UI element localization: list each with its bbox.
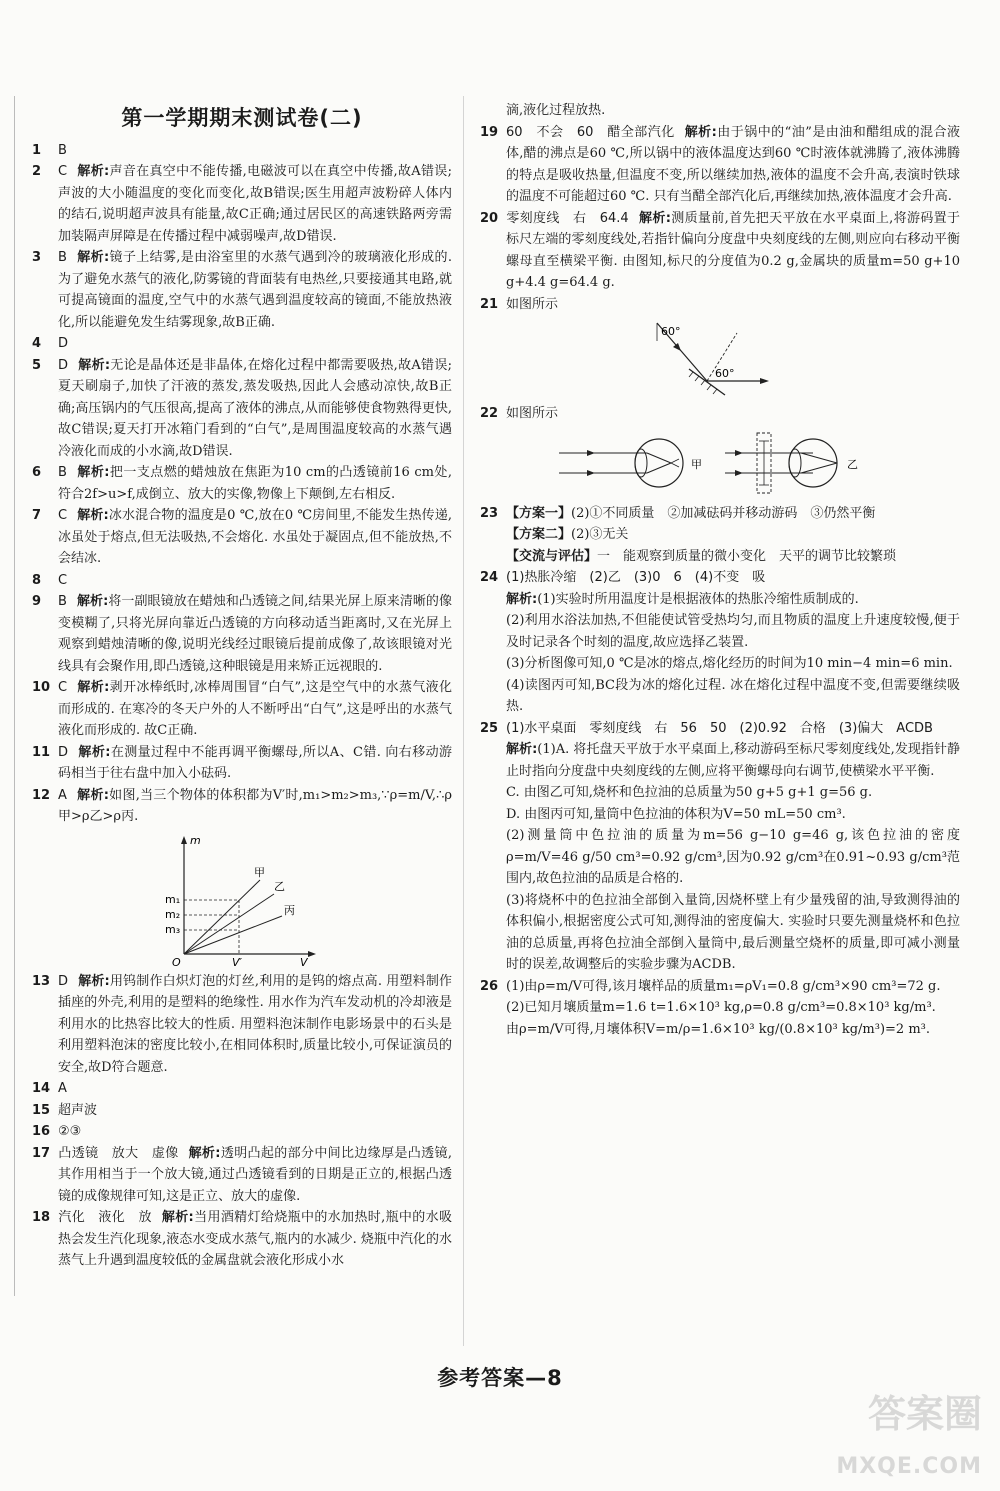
question-25-line4: (2)测量筒中色拉油的质量为m=56 g−10 g=46 g,该色拉油的密度ρ=m/V=46 g/50 cm³=0.92 g/cm³,因为0.92 g/cm³在0.91~0.93 g/cm³范围内,故色拉油的品质是合格的. bbox=[506, 828, 960, 886]
question-20: 20 零刻度线 右 64.4 解析:测质量前,首先把天平放在水平桌面上,将游码置于标尺左端的零刻度线处,若指针偏向分度盘中央刻度线的左侧,则应向右移动平衡螺母直至横梁平衡. 由图知,标尺的分度值为0.2 g,金属块的质量m=50 g+10 g+4.4 g=64.4 g. bbox=[480, 210, 961, 290]
question-22: 22 如图所示 bbox=[480, 406, 559, 421]
question-24-line4: (4)读图丙可知,BC段为冰的熔化过程. 冰在熔化过程中温度不变,但需要继续吸热. bbox=[506, 677, 960, 714]
question-14: 14 A bbox=[32, 1081, 67, 1096]
watermark bbox=[802, 1383, 982, 1483]
question-23-plan-two: 【方案二】(2)③无关 bbox=[506, 527, 629, 542]
column-divider bbox=[463, 96, 464, 1346]
eye-jia-label: 甲 bbox=[691, 457, 702, 471]
binding-margin-line bbox=[14, 96, 15, 1296]
reflection-diagram bbox=[645, 319, 795, 399]
question-1: 1 B bbox=[32, 142, 67, 158]
question-6: 6 B 解析:把一支点燃的蜡烛放在焦距为10 cm的凸透镜前16 cm处,符合2f>u>f,成倒立、放大的实像,物像上下颠倒,左右相反. bbox=[32, 465, 453, 502]
page-footer: 参考答案—8 bbox=[437, 1366, 563, 1390]
left-column bbox=[32, 108, 452, 1272]
question-12: 12 A 解析:如图,当三个物体的体积都为V′时,m₁>m₂>m₃,∵ρ=m/V,∴ρ甲>ρ乙>ρ丙. bbox=[32, 787, 452, 824]
watermark-logo: 答案圈 bbox=[867, 1392, 982, 1436]
incident-angle-label: 60° bbox=[661, 325, 681, 338]
question-24-analysis: 解析:(1)实验时所用温度计是根据液体的热胀冷缩性质制成的. bbox=[506, 591, 859, 607]
question-25: 25 (1)水平桌面 零刻度线 右 56 50 (2)0.92 合格 (3)偏大 ACDB bbox=[480, 720, 933, 736]
question-26: 26 (1)由ρ=m/V可得,该月壤样品的质量m₁=ρV₁=0.8 g/cm³×90 cm³=72 g. bbox=[480, 978, 941, 994]
question-3: 3 B 解析:镜子上结雾,是由浴室里的水蒸气遇到冷的玻璃液化形成的. 为了避免水蒸气的液化,防雾镜的背面装有电热丝,只要接通其电路,就可提高镜面的温度,空气中的水蒸气遇到温度较高的镜面,不能放热液化,所以能避免发生结雾现象,故B正确. bbox=[32, 250, 453, 330]
question-21: 21 如图所示 bbox=[480, 296, 559, 312]
eye-lens-diagram bbox=[555, 429, 885, 499]
question-19: 19 60 不会 60 醋全部汽化 解析:由于锅中的“油”是由油和醋组成的混合液体,醋的沸点是60 ℃,所以锅中的液体温度达到60 ℃时液体就沸腾了,液体沸腾的特点是吸收热量,但温度不变,所以继续加热,液体的温度不会升高,表演时铁球的温度不可能超过60 ℃. 只有当醋全部汽化后,再继续加热,液体温度才会升高. bbox=[480, 124, 960, 204]
question-25-line2: C. 由图乙可知,烧杯和色拉油的总质量为50 g+5 g+1 g=56 g. bbox=[506, 785, 873, 800]
question-25-analysis: 解析:(1)A. 将托盘天平放于水平桌面上,移动游码至标尺零刻度线处,发现指针静止时指向分度盘中央刻度线的左侧,应将平衡螺母向右调节,使横梁水平平衡. bbox=[506, 742, 960, 779]
question-7: 7 C 解析:冰水混合物的温度是0 ℃,放在0 ℃房间里,不能发生热传递,冰虽处于熔点,但无法吸热,不会熔化. 水虽处于凝固点,但不能放热,不会结冰. bbox=[32, 508, 453, 566]
origin-label: O bbox=[172, 955, 181, 967]
question-5: 5 D 解析:无论是晶体还是非晶体,在熔化过程中都需要吸热,故A错误;夏天刷扇子,加快了汗液的蒸发,蒸发吸热,因此人会感动凉快,故B正确;高压锅内的气压很高,提高了液体的沸点,从而能够使食物熟得更快,故C错误;夏天打开冰箱门看到的“白气”,是周围温度较高的水蒸气遇冷液化而成的小水滴,故D错误. bbox=[32, 357, 452, 459]
reflection-angle-label: 60° bbox=[715, 367, 735, 380]
question-9: 9 B 解析:将一副眼镜放在蜡烛和凸透镜之间,结果光屏上原来清晰的像变模糊了,只将光屏向靠近凸透镜的方向移动适当距离时,又在光屏上观察到蜡烛清晰的像,说明光线经过眼镜后提前成像了,故该眼镜对光线具有会聚作用,即凸透镜,这种眼镜是用来矫正远视眼的. bbox=[32, 594, 452, 674]
watermark-site: MXQE.COM bbox=[836, 1454, 982, 1479]
question-23-evaluation: 【交流与评估】一 能观察到质量的微小变化 天平的调节比较繁琐 bbox=[506, 548, 897, 564]
question-25-line3: D. 由图丙可知,量筒中色拉油的体积为V=50 mL=50 cm³. bbox=[506, 806, 846, 822]
question-24: 24 (1)热胀冷缩 (2)乙 (3)0 6 (4)不变 吸 bbox=[480, 570, 766, 585]
question-24-line3: (3)分析图像可知,0 ℃是冰的熔点,熔化经历的时间为10 min−4 min=6 min. bbox=[506, 656, 953, 671]
question-23: 23 【方案一】(2)①不同质量 ②加减砝码并移动游码 ③仍然平衡 bbox=[480, 505, 876, 521]
question-15: 15 超声波 bbox=[32, 1102, 98, 1118]
mass-volume-graph bbox=[162, 832, 322, 967]
question-18-continued: 滴,液化过程放热. bbox=[506, 103, 606, 118]
series-bing-label: 丙 bbox=[284, 903, 295, 917]
m1-label: m₁ bbox=[165, 892, 181, 906]
question-10: 10 C 解析:剥开冰棒纸时,冰棒周围冒“白气”,这是空气中的水蒸气液化而形成的. 在寒冷的冬天户外的人不断呼出“白气”,这是呼出的水蒸气液化而形成的. 故C正确. bbox=[32, 680, 452, 738]
question-26-line2: (2)已知月壤质量m=1.6 t=1.6×10³ kg,ρ=0.8 g/cm³=0.8×10³ kg/m³. bbox=[506, 1000, 936, 1015]
question-18: 18 汽化 液化 放 解析:当用酒精灯给烧瓶中的水加热时,瓶中的水吸热会发生汽化现象,液态水变成水蒸气,瓶内的水减少. 烧瓶中汽化的水蒸气上升遇到温度较低的金属盘就会液化形成小水 bbox=[32, 1210, 452, 1268]
m2-label: m₂ bbox=[165, 907, 181, 921]
right-column bbox=[480, 100, 960, 1040]
m3-label: m₃ bbox=[165, 922, 181, 936]
question-8: 8 C bbox=[32, 572, 68, 588]
question-26-line3: 由ρ=m/V可得,月壤体积V=m/ρ=1.6×10³ kg/(0.8×10³ kg/m³)=2 m³. bbox=[506, 1021, 930, 1037]
question-11: 11 D 解析:在测量过程中不能再调平衡螺母,所以A、C错. 向右移动游码相当于往右盘中加入小砝码. bbox=[32, 744, 452, 781]
question-17: 17 凸透镜 放大 虚像 解析:透明凸起的部分中间比边缘厚是凸透镜,其作用相当于一个放大镜,通过凸透镜看到的日期是正立的,根据凸透镜的成像规律可知,这是正立、放大的虚像. bbox=[32, 1145, 453, 1204]
question-25-line5: (3)将烧杯中的色拉油全部倒入量筒,因烧杯壁上有少量残留的油,导致测得油的体积偏小,根据密度公式可知,测得油的密度偏大. 实验时只要先测量烧杯和色拉油的总质量,再将色拉油全部倒入量筒中,最后测量空烧杯的质量,即可减小测量时的误差,故调整后的实验步骤为ACDB. bbox=[506, 892, 960, 972]
series-yi-label: 乙 bbox=[274, 879, 285, 893]
question-24-line2: (2)利用水浴法加热,不但能使试管受热均匀,而且物质的温度上升速度较慢,便于及时记录各个时刻的温度,故应选择乙装置. bbox=[506, 613, 960, 650]
question-16: 16 ②③ bbox=[32, 1124, 82, 1139]
series-jia-label: 甲 bbox=[254, 865, 265, 879]
question-4: 4 D bbox=[32, 336, 69, 351]
eye-yi-label: 乙 bbox=[847, 457, 858, 471]
x-axis-label: V bbox=[300, 955, 308, 967]
y-axis-label: m bbox=[190, 833, 201, 847]
page-title: 第一学期期末测试卷(二) bbox=[121, 106, 363, 130]
v-prime-label: V′ bbox=[232, 955, 243, 967]
question-2: 2 C 解析:声音在真空中不能传播,电磁波可以在真空中传播,故A错误;声波的大小随温度的变化而变化,故B错误;医生用超声波粉碎人体内的结石,说明超声波具有能量,故C正确;通过居民区的高速铁路两旁需加装隔声屏障是在传播过程中减弱噪声,故D错误. bbox=[32, 164, 452, 244]
question-13: 13 D 解析:用钨制作白炽灯泡的灯丝,利用的是钨的熔点高. 用塑料制作插座的外壳,利用的是塑料的绝缘性. 用水作为汽车发动机的冷却液是利用水的比热容比较大的性质. 用塑料泡沫制作电影场景中的石头是利用塑料泡沫的密度比较小,在相同体积时,质量比较小,可保证演员的安全,故D符合题意. bbox=[32, 973, 453, 1075]
